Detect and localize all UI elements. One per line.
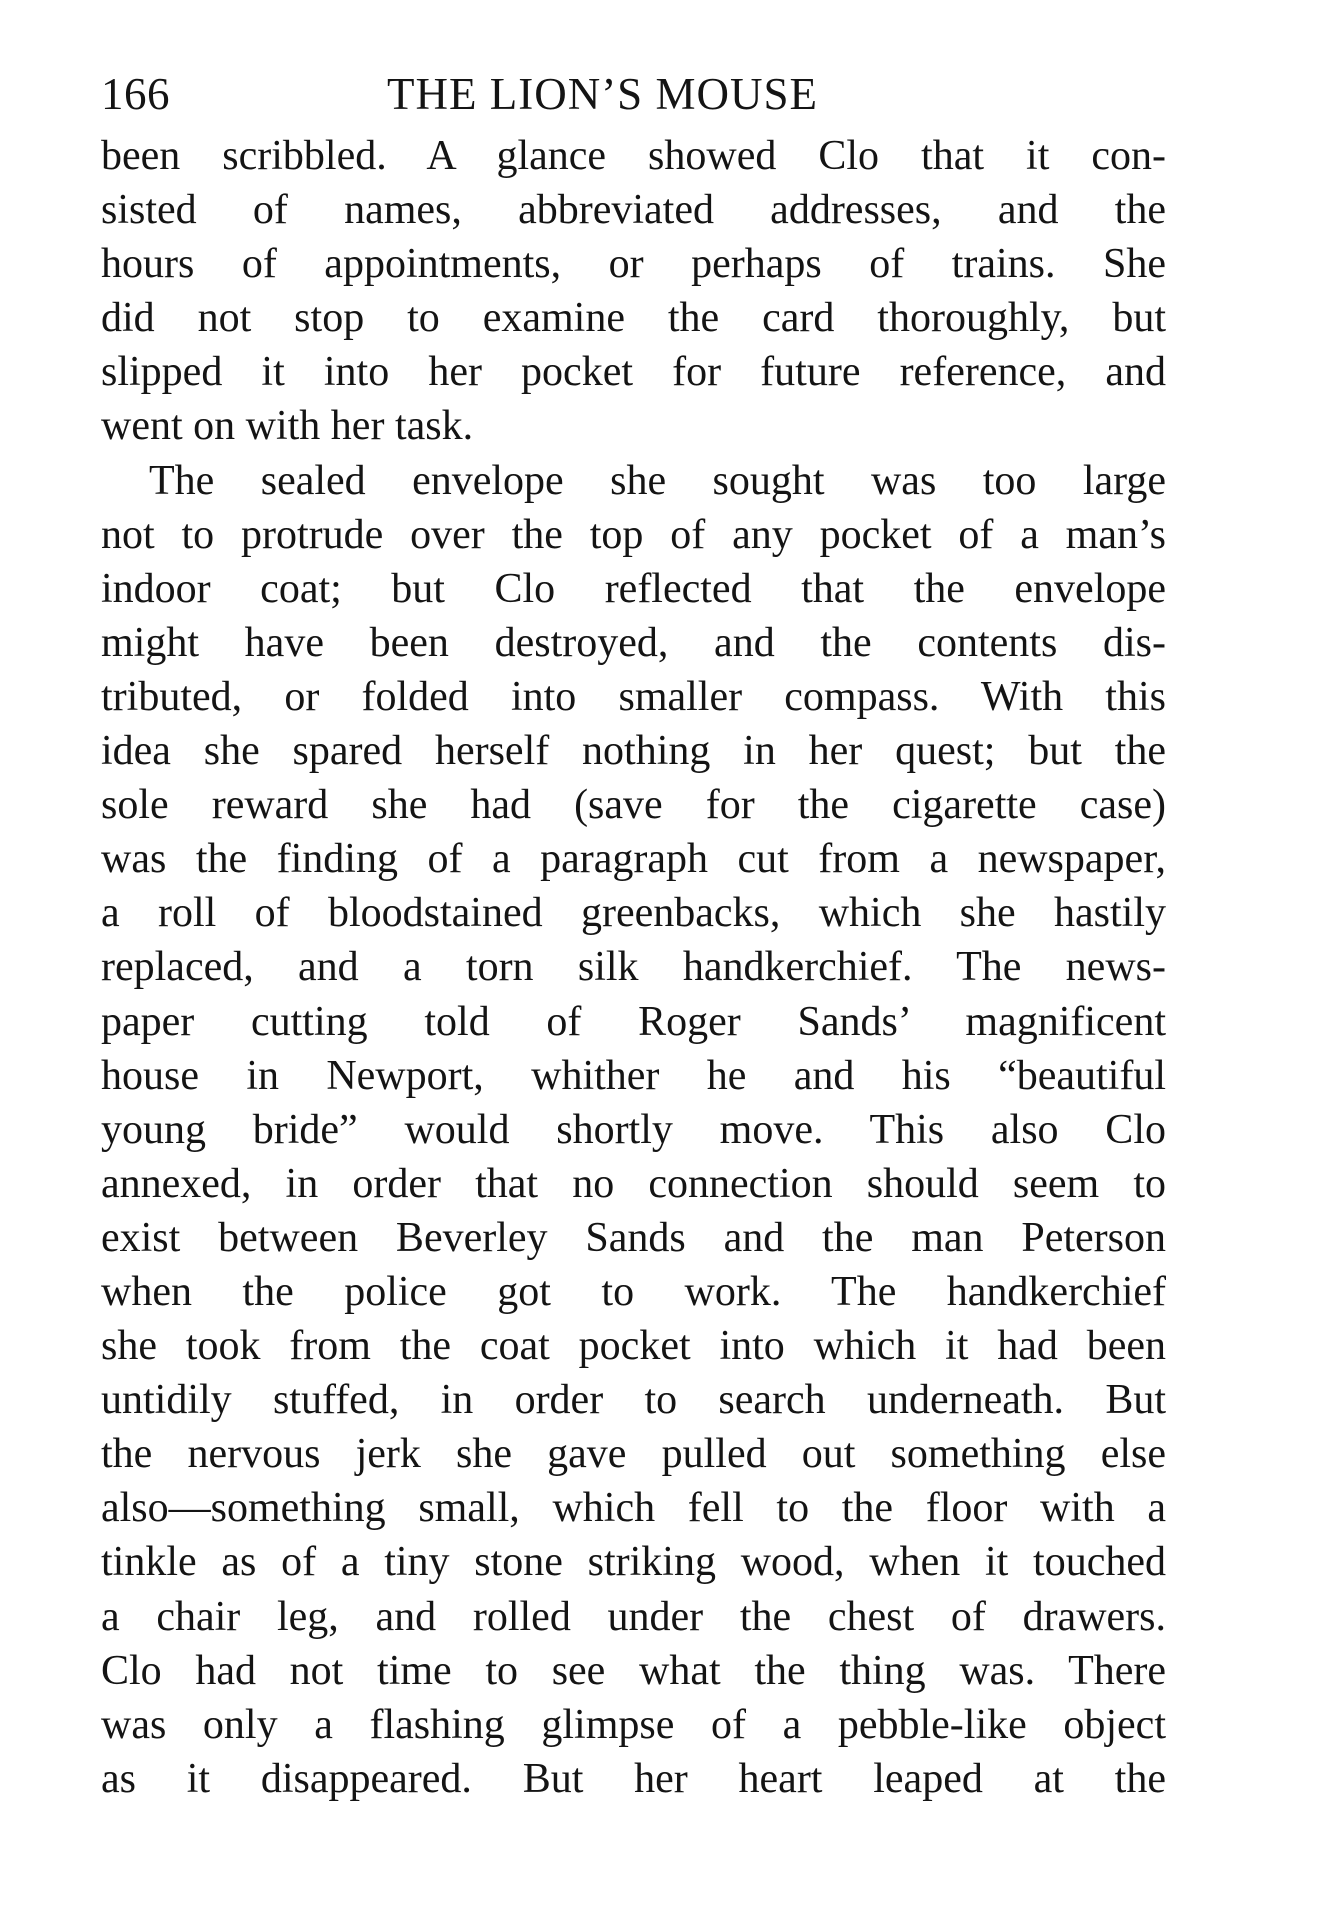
text-line: also—something small, which fell to the floor with a — [101, 1485, 1166, 1532]
text-line: untidily stuffed, in order to search underneath. But — [101, 1377, 1166, 1424]
text-line: as it disappeared. But her heart leaped at the — [101, 1755, 1166, 1802]
text-line: indoor coat; but Clo reflected that the envelope — [101, 565, 1166, 612]
text-line: sole reward she had (save for the cigarette case) — [101, 782, 1166, 829]
text-line: paper cutting told of Roger Sands’ magnificent — [101, 998, 1166, 1045]
text-line: might have been destroyed, and the contents dis- — [101, 619, 1166, 666]
text-line: exist between Beverley Sands and the man Peterson — [101, 1214, 1166, 1261]
book-title: THE LION’S MOUSE — [387, 69, 818, 119]
text-line: house in Newport, whither he and his “beautiful — [101, 1052, 1166, 1099]
text-line: was only a flashing glimpse of a pebble-like object — [101, 1701, 1166, 1748]
text-line: Clo had not time to see what the thing was. There — [101, 1647, 1166, 1694]
text-line: was the finding of a paragraph cut from a newspaper, — [101, 836, 1166, 883]
page-number: 166 — [101, 69, 170, 119]
text-line: sisted of names, abbreviated addresses, and the — [101, 187, 1166, 234]
text-line: not to protrude over the top of any pocket of a man’s — [101, 511, 1166, 558]
text-line: annexed, in order that no connection should seem to — [101, 1160, 1166, 1207]
text-line: been scribbled. A glance showed Clo that it con- — [101, 133, 1166, 179]
text-line: idea she spared herself nothing in her quest; but the — [101, 728, 1166, 775]
text-line: did not stop to examine the card thoroughly, but — [101, 295, 1166, 342]
text-line: the nervous jerk she gave pulled out something else — [101, 1431, 1166, 1478]
text-line: young bride” would shortly move. This also Clo — [101, 1106, 1166, 1153]
running-header — [101, 62, 1166, 126]
text-line: hours of appointments, or perhaps of trains. She — [101, 241, 1166, 288]
text-line: went on with her task. — [101, 403, 474, 450]
text-line: tinkle as of a tiny stone striking wood, when it touched — [101, 1539, 1166, 1586]
book-page — [101, 62, 1166, 1806]
text-line: replaced, and a torn silk handkerchief. The news- — [101, 944, 1166, 991]
text-line: she took from the coat pocket into which it had been — [101, 1323, 1166, 1370]
paragraph-2 — [101, 454, 1166, 1806]
body-text — [101, 129, 1166, 1806]
paragraph-1 — [101, 129, 1166, 454]
text-line: The sealed envelope she sought was too large — [149, 457, 1166, 504]
text-line: a chair leg, and rolled under the chest of drawers. — [101, 1593, 1166, 1640]
text-line: tributed, or folded into smaller compass. With this — [101, 673, 1166, 720]
text-line: slipped it into her pocket for future reference, and — [101, 349, 1166, 396]
text-line: a roll of bloodstained greenbacks, which she hastily — [101, 890, 1166, 937]
text-line: when the police got to work. The handkerchief — [101, 1268, 1166, 1315]
